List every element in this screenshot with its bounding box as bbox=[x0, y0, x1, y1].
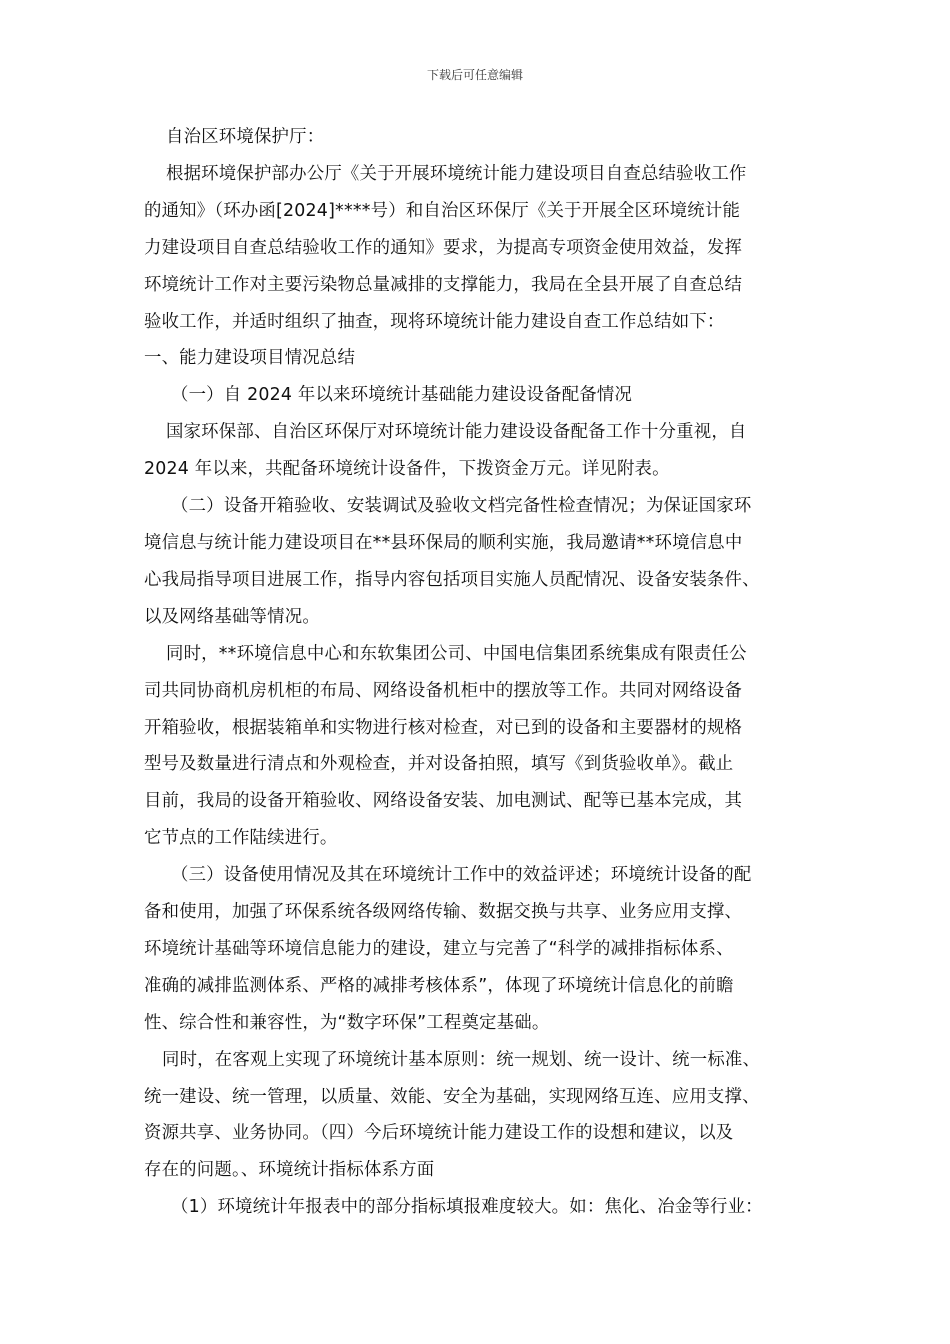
subsection-heading: （一）自 2024 年以来环境统计基础能力建设设备配备情况 bbox=[171, 385, 633, 406]
section-heading: 一、能力建设项目情况总结 bbox=[144, 348, 356, 369]
paragraph-line: 根据环境保护部办公厅《关于开展环境统计能力建设项目自查总结验收工作 bbox=[166, 163, 747, 184]
paragraph-line: （二）设备开箱验收、安装调试及验收文档完备性检查情况；为保证国家环 bbox=[171, 496, 752, 517]
paragraph-line: 它节点的工作陆续进行。 bbox=[144, 828, 338, 849]
paragraph-line: 存在的问题。、环境统计指标体系方面 bbox=[144, 1160, 435, 1181]
paragraph-line: 目前，我局的设备开箱验收、网络设备安装、加电测试、配等已基本完成，其 bbox=[144, 791, 743, 812]
paragraph-line: 环境统计工作对主要污染物总量减排的支撑能力，我局在全县开展了自查总结 bbox=[144, 274, 743, 295]
paragraph-line: 资源共享、业务协同。（四）今后环境统计能力建设工作的设想和建议，以及 bbox=[144, 1123, 734, 1144]
page-header: 下载后可任意编辑 bbox=[426, 68, 523, 82]
paragraph-line: （三）设备使用情况及其在环境统计工作中的效益评述；环境统计设备的配 bbox=[171, 865, 752, 886]
paragraph-line: 验收工作，并适时组织了抽查，现将环境统计能力建设自查工作总结如下： bbox=[144, 311, 725, 332]
paragraph-line: 性、综合性和兼容性，为“数字环保”工程奠定基础。 bbox=[144, 1012, 550, 1033]
paragraph-line: 以及网络基础等情况。 bbox=[144, 606, 320, 627]
paragraph-line: 心我局指导项目进展工作，指导内容包括项目实施人员配情况、设备安装条件、 bbox=[144, 569, 760, 590]
paragraph-line: 力建设项目自查总结验收工作的通知》要求，为提高专项资金使用效益，发挥 bbox=[144, 237, 743, 258]
paragraph-line: 司共同协商机房机柜的布局、网络设备机柜中的摆放等工作。共同对网络设备 bbox=[144, 680, 743, 701]
paragraph-line: 备和使用，加强了环保系统各级网络传输、数据交换与共享、业务应用支撑、 bbox=[144, 902, 743, 923]
salutation-line: 自治区环境保护厅： bbox=[166, 127, 325, 147]
paragraph-line: 开箱验收，根据装箱单和实物进行核对检查，对已到的设备和主要器材的规格 bbox=[144, 717, 743, 738]
paragraph-line: 境信息与统计能力建设项目在**县环保局的顺利实施，我局邀请**环境信息中 bbox=[144, 532, 743, 553]
paragraph-line: 环境统计基础等环境信息能力的建设，建立与完善了“科学的减排指标体系、 bbox=[144, 938, 734, 959]
paragraph-line: 2024 年以来，共配备环境统计设备件，下拨资金万元。详见附表。 bbox=[144, 459, 670, 480]
document-body bbox=[144, 119, 812, 1226]
paragraph-line: 型号及数量进行清点和外观检查，并对设备拍照，填写《到货验收单》。截止 bbox=[144, 754, 734, 775]
paragraph-line: 同时，**环境信息中心和东软集团公司、中国电信集团系统集成有限责任公 bbox=[166, 643, 747, 664]
paragraph-line: 统一建设、统一管理，以质量、效能、安全为基础，实现网络互连、应用支撑、 bbox=[144, 1086, 760, 1107]
paragraph-line: 国家环保部、自治区环保厅对环境统计能力建设设备配备工作十分重视，自 bbox=[166, 422, 747, 443]
paragraph-line: 准确的减排监测体系、严格的减排考核体系”，体现了环境统计信息化的前瞻 bbox=[144, 975, 734, 996]
paragraph-line: 的通知》（环办函[2024]****号）和自治区环保厅《关于开展全区环境统计能 bbox=[144, 200, 741, 221]
paragraph-line: 同时，在客观上实现了环境统计基本原则：统一规划、统一设计、统一标准、 bbox=[162, 1049, 761, 1070]
paragraph-line: （1）环境统计年报表中的部分指标填报难度较大。如：焦化、冶金等行业： bbox=[171, 1197, 763, 1218]
